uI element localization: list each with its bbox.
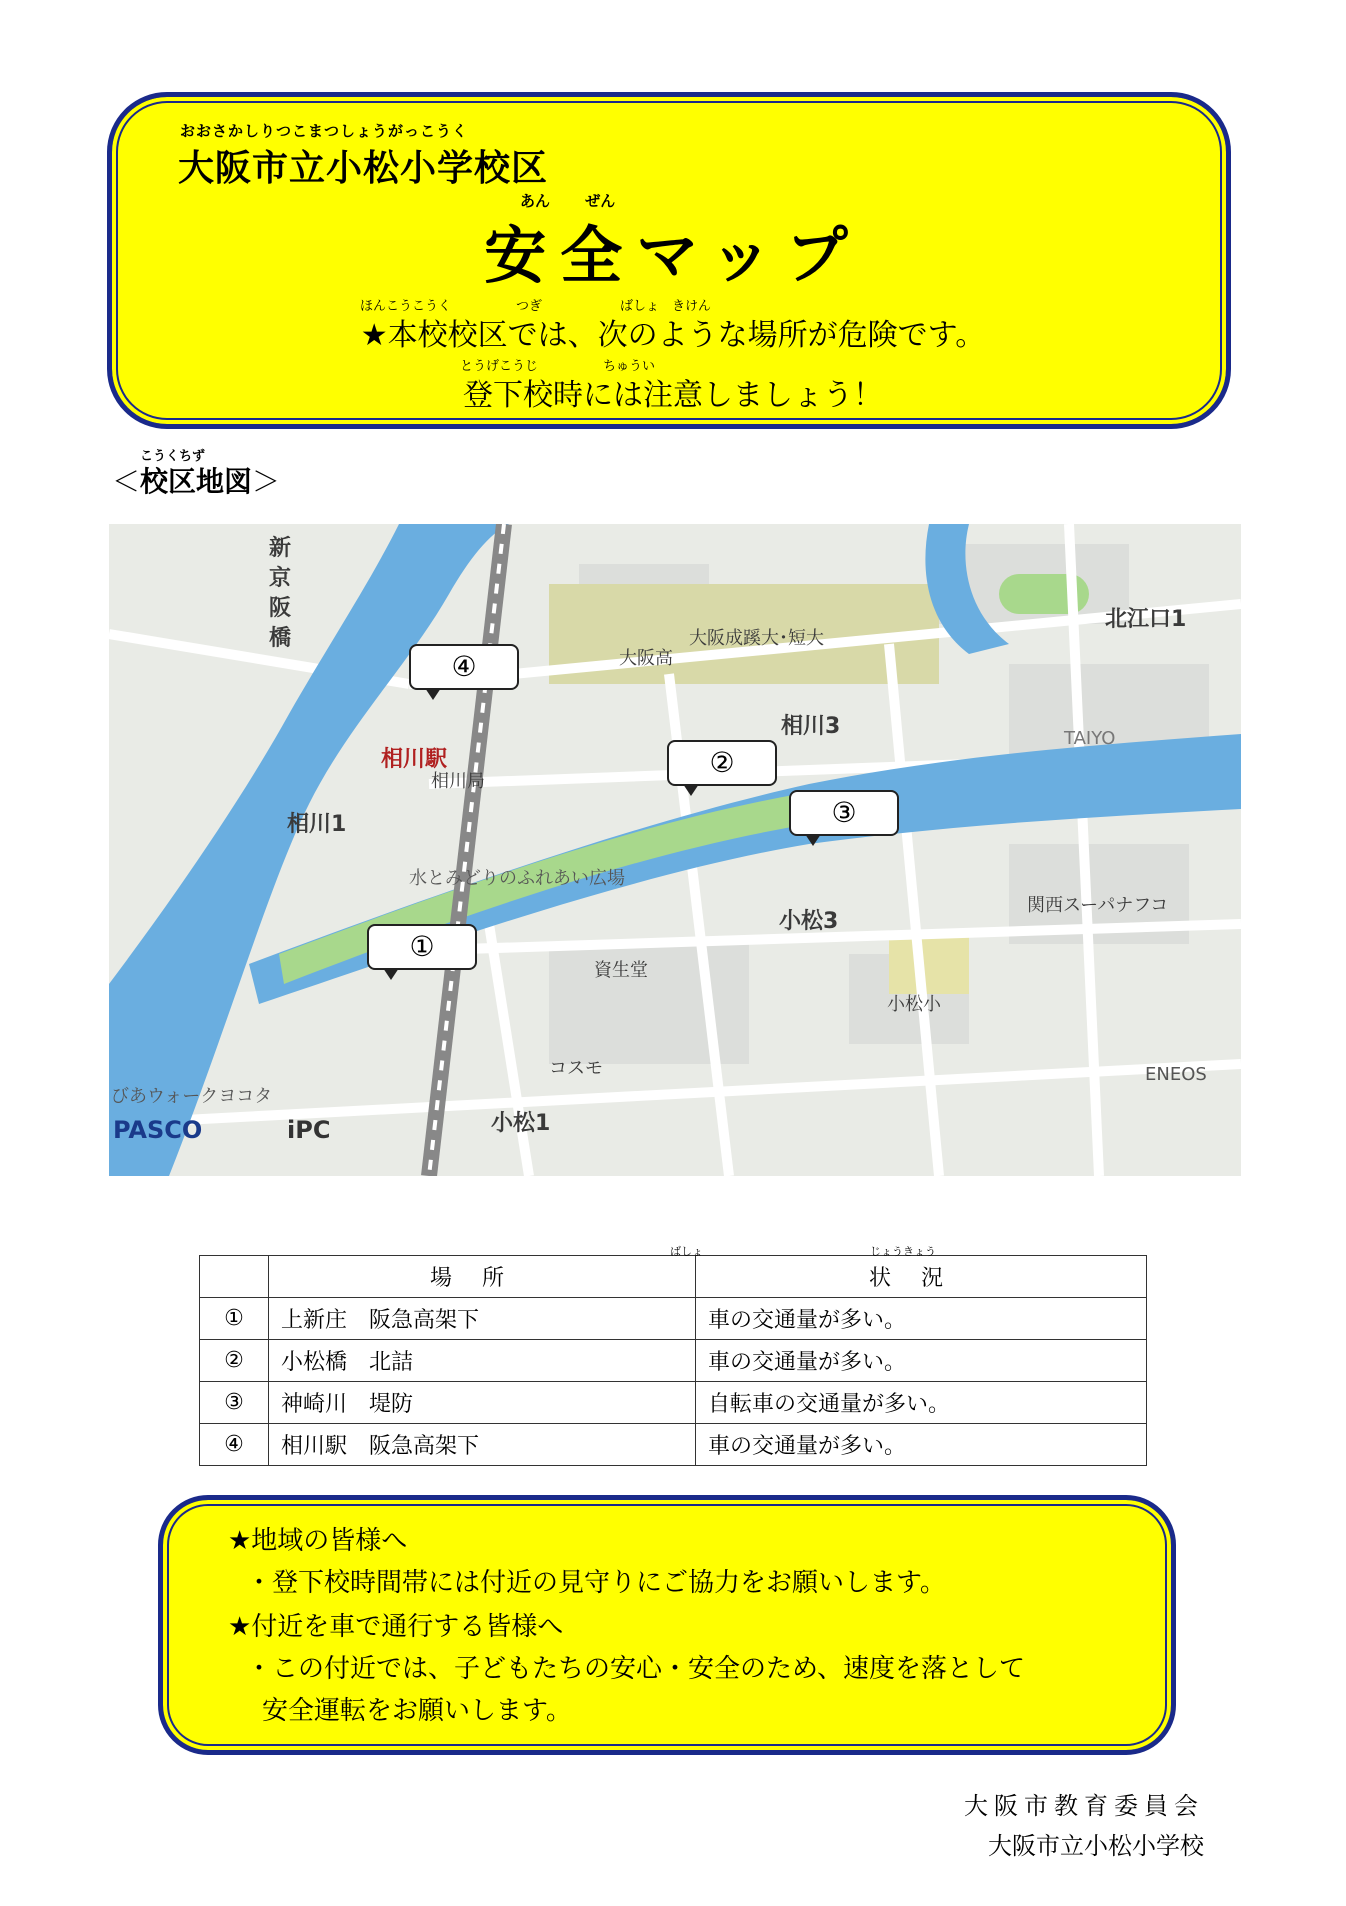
line1-ruby: ほんこうこうく つぎ ばしょ きけん [360,299,712,314]
map-label-aikawa-station: 相川駅 [381,747,448,772]
callout-2: ② [667,740,777,786]
map-label-park: 水とみどりのふれあい広場 [409,868,625,889]
ipc-logo: iPC [287,1116,331,1144]
issuer-board: 大阪市教育委員会 [964,1792,1204,1820]
header-num [200,1256,269,1298]
map-label-osaka-seikei: 大阪成蹊大･短大 [689,628,824,649]
notice-heading-residents: ★地域の皆様へ [228,1526,408,1556]
map-label-aikawa1: 相川1 [287,812,347,837]
row-place: 小松橋 北詰 [269,1340,696,1382]
map-heading-ruby: こうくちず [140,449,206,464]
warning-line-2: 登下校時には注意しましょう！ [463,378,883,413]
row-place: 神崎川 堤防 [269,1382,696,1424]
notice-text-drivers-2: 安全運転をお願いします。 [262,1696,572,1726]
notice-text-residents: ・登下校時間帯には付近の見守りにご協力をお願いします。 [246,1568,946,1598]
header-place-ruby: ばしょ [670,1245,703,1258]
heading-close: ＞ [252,465,281,498]
heading-open: ＜ [112,465,141,498]
notice-heading-drivers: ★付近を車で通行する皆様へ [228,1612,564,1642]
heading-text: 校区地図 [140,465,253,498]
notice-text-drivers-1: ・この付近では、子どもたちの安心・安全のため、速度を落として [246,1654,1025,1684]
school-name: 大阪市立小松小学校区 [178,148,549,189]
map-heading [112,460,280,500]
table-row [200,1382,1147,1424]
map-label-cosmo: コスモ [549,1058,603,1079]
table-row [200,1424,1147,1466]
table-header-row [200,1256,1147,1298]
issuer-school: 大阪市立小松小学校 [988,1832,1204,1860]
callout-4: ④ [409,644,519,690]
map-label-osaka-high: 大阪高 [619,648,673,669]
map-label-komatsu3: 小松3 [779,909,839,934]
page-title: 安全マップ [484,219,862,292]
school-district-map [109,524,1241,1176]
map-label-kansai-super: 関西スーパナフコ [1027,895,1169,916]
callout-3: ③ [789,790,899,836]
map-label-aikawa3: 相川3 [781,714,841,739]
map-label-taiyo: TAIYO [1064,728,1116,749]
warning-line-1: ★本校校区では、次のような場所が危険です。 [360,318,986,353]
table-row [200,1340,1147,1382]
table-row [200,1298,1147,1340]
map-label-shiseido: 資生堂 [594,960,648,981]
pasco-logo: PASCO [113,1116,203,1144]
row-num: ① [200,1298,269,1340]
map-label-shinkeihan: 新京阪橋 [269,536,292,651]
row-num: ④ [200,1424,269,1466]
school-name-ruby: おおさかしりつこまつしょうがっこうく [180,122,469,140]
header-status: 状況 [696,1256,1147,1298]
row-status: 車の交通量が多い。 [696,1340,1147,1382]
row-num: ③ [200,1382,269,1424]
line2-ruby: とうげこうじ ちゅうい [460,359,656,374]
map-label-eneos: ENEOS [1145,1064,1207,1085]
row-status: 自転車の交通量が多い。 [696,1382,1147,1424]
map-label-aikawa-post: 相川局 [431,771,485,792]
map-label-via: びあウォークヨコタ [111,1086,273,1107]
row-status: 車の交通量が多い。 [696,1424,1147,1466]
map-label-kitaeguchi: 北江口1 [1105,607,1187,632]
header-status-ruby: じょうきょう [870,1245,936,1258]
header-place: 場所 [269,1256,696,1298]
danger-spot-table [199,1255,1147,1466]
row-num: ② [200,1340,269,1382]
river-left [109,524,509,1176]
row-place: 相川駅 阪急高架下 [269,1424,696,1466]
callout-1: ① [367,924,477,970]
row-status: 車の交通量が多い。 [696,1298,1147,1340]
map-label-komatsu1: 小松1 [491,1111,551,1136]
row-place: 上新庄 阪急高架下 [269,1298,696,1340]
title-ruby: あん ぜん [520,192,616,210]
map-label-komatsu-elem: 小松小 [887,994,941,1015]
